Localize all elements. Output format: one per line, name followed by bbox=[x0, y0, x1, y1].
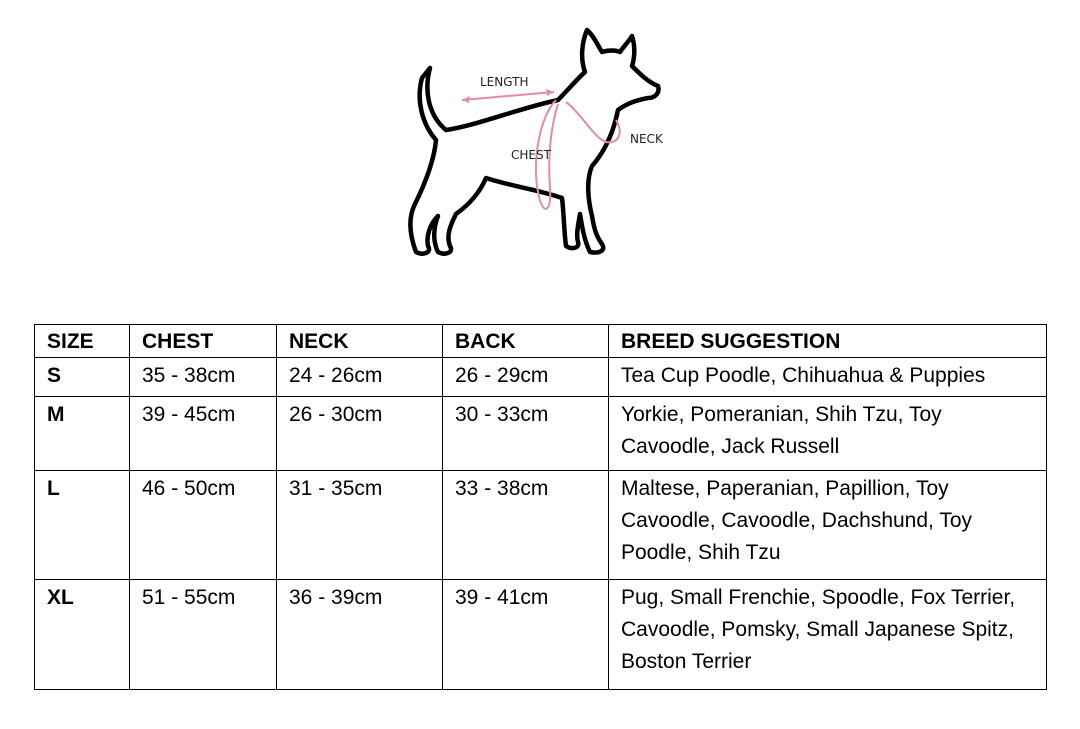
breed-cell: Pug, Small Frenchie, Spoodle, Fox Terrier, Cavoodle, Pomsky, Small Japanese Spitz, Boston Terrier bbox=[609, 580, 1047, 690]
header-size: SIZE bbox=[35, 325, 130, 358]
table-row bbox=[35, 396, 1047, 470]
dog-measurement-diagram bbox=[380, 20, 700, 270]
size-cell: XL bbox=[35, 580, 130, 690]
chest-cell: 35 - 38cm bbox=[130, 358, 277, 397]
table-header-row bbox=[35, 325, 1047, 358]
breed-cell: Maltese, Paperanian, Papillion, Toy Cavoodle, Cavoodle, Dachshund, Toy Poodle, Shih Tzu bbox=[609, 470, 1047, 580]
back-cell: 30 - 33cm bbox=[443, 396, 609, 470]
back-cell: 39 - 41cm bbox=[443, 580, 609, 690]
dog-outline bbox=[410, 30, 658, 254]
back-cell: 33 - 38cm bbox=[443, 470, 609, 580]
neck-cell: 36 - 39cm bbox=[277, 580, 443, 690]
table-row bbox=[35, 470, 1047, 580]
length-label: LENGTH bbox=[480, 75, 529, 89]
breed-cell: Tea Cup Poodle, Chihuahua & Puppies bbox=[609, 358, 1047, 397]
size-cell: S bbox=[35, 358, 130, 397]
size-cell: L bbox=[35, 470, 130, 580]
header-breed-suggestion: BREED SUGGESTION bbox=[609, 325, 1047, 358]
neck-label: NECK bbox=[630, 132, 663, 146]
table-row bbox=[35, 358, 1047, 397]
header-neck: NECK bbox=[277, 325, 443, 358]
chest-cell: 39 - 45cm bbox=[130, 396, 277, 470]
length-measure bbox=[462, 89, 554, 103]
chest-cell: 51 - 55cm bbox=[130, 580, 277, 690]
header-chest: CHEST bbox=[130, 325, 277, 358]
neck-cell: 26 - 30cm bbox=[277, 396, 443, 470]
size-chart-table bbox=[34, 324, 1047, 690]
chest-label: CHEST bbox=[511, 148, 551, 162]
table-row bbox=[35, 580, 1047, 690]
chest-cell: 46 - 50cm bbox=[130, 470, 277, 580]
back-cell: 26 - 29cm bbox=[443, 358, 609, 397]
breed-cell: Yorkie, Pomeranian, Shih Tzu, Toy Cavoodle, Jack Russell bbox=[609, 396, 1047, 470]
neck-cell: 24 - 26cm bbox=[277, 358, 443, 397]
neck-cell: 31 - 35cm bbox=[277, 470, 443, 580]
header-back: BACK bbox=[443, 325, 609, 358]
size-cell: M bbox=[35, 396, 130, 470]
